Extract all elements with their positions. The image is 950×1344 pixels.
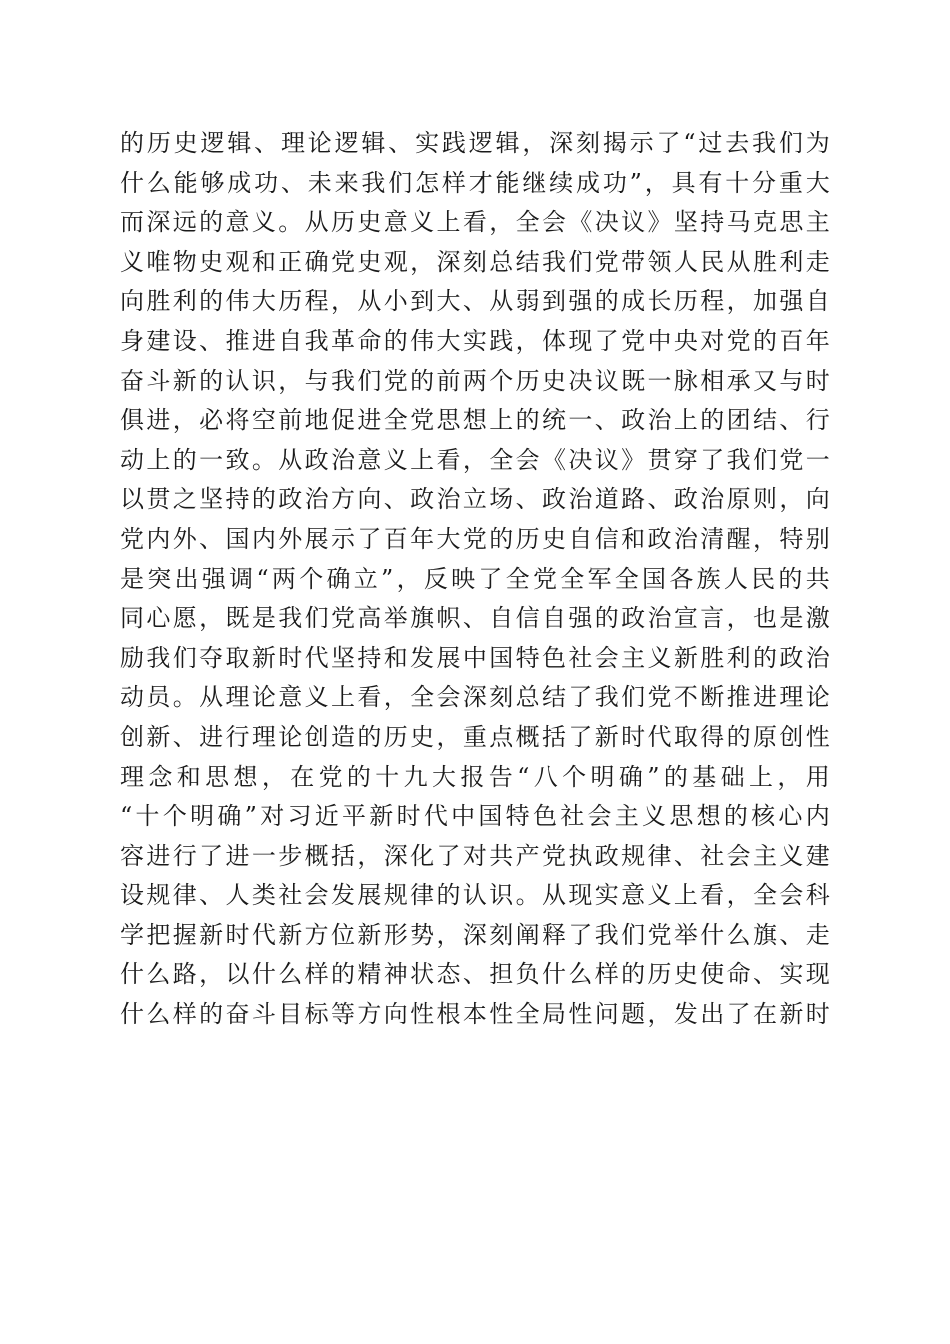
text-line: 党内外、国内外展示了百年大党的历史自信和政治清醒，特别 [120,524,830,553]
text-line: 同心愿，既是我们党高举旗帜、自信自强的政治宣言，也是激 [120,604,830,633]
text-line: 创新、进行理论创造的历史，重点概括了新时代取得的原创性 [120,722,830,751]
text-line: 而深远的意义。从历史意义上看，全会《决议》坚持马克思主 [120,208,830,237]
body-paragraph [120,124,830,1035]
text-line: 容进行了进一步概括，深化了对共产党执政规律、社会主义建 [120,841,830,870]
text-line: 俱进，必将空前地促进全党思想上的统一、政治上的团结、行 [120,406,830,435]
text-line: 是突出强调“两个确立”，反映了全党全军全国各族人民的共 [120,564,830,593]
text-line: 理念和思想，在党的十九大报告“八个明确”的基础上，用 [120,762,830,791]
text-line: 身建设、推进自我革命的伟大实践，体现了党中央对党的百年 [120,326,830,355]
text-line: 什么能够成功、未来我们怎样才能继续成功”，具有十分重大 [120,168,830,197]
text-line: “十个明确”对习近平新时代中国特色社会主义思想的核心内 [120,802,830,831]
text-line: 义唯物史观和正确党史观，深刻总结我们党带领人民从胜利走 [120,247,830,276]
text-line: 学把握新时代新方位新形势，深刻阐释了我们党举什么旗、走 [120,920,830,949]
text-line: 的历史逻辑、理论逻辑、实践逻辑，深刻揭示了“过去我们为 [120,129,830,157]
text-line: 动员。从理论意义上看，全会深刻总结了我们党不断推进理论 [120,683,830,712]
text-line: 以贯之坚持的政治方向、政治立场、政治道路、政治原则，向 [120,485,830,514]
text-line: 向胜利的伟大历程，从小到大、从弱到强的成长历程，加强自 [120,287,830,316]
text-line: 动上的一致。从政治意义上看，全会《决议》贯穿了我们党一 [120,445,830,474]
text-line: 什么样的奋斗目标等方向性根本性全局性问题，发出了在新时 [120,1000,830,1029]
text-line: 励我们夺取新时代坚持和发展中国特色社会主义新胜利的政治 [120,643,830,672]
text-line: 奋斗新的认识，与我们党的前两个历史决议既一脉相承又与时 [120,366,830,395]
text-line: 设规律、人类社会发展规律的认识。从现实意义上看，全会科 [120,881,830,910]
text-line: 什么路，以什么样的精神状态、担负什么样的历史使命、实现 [120,960,830,989]
